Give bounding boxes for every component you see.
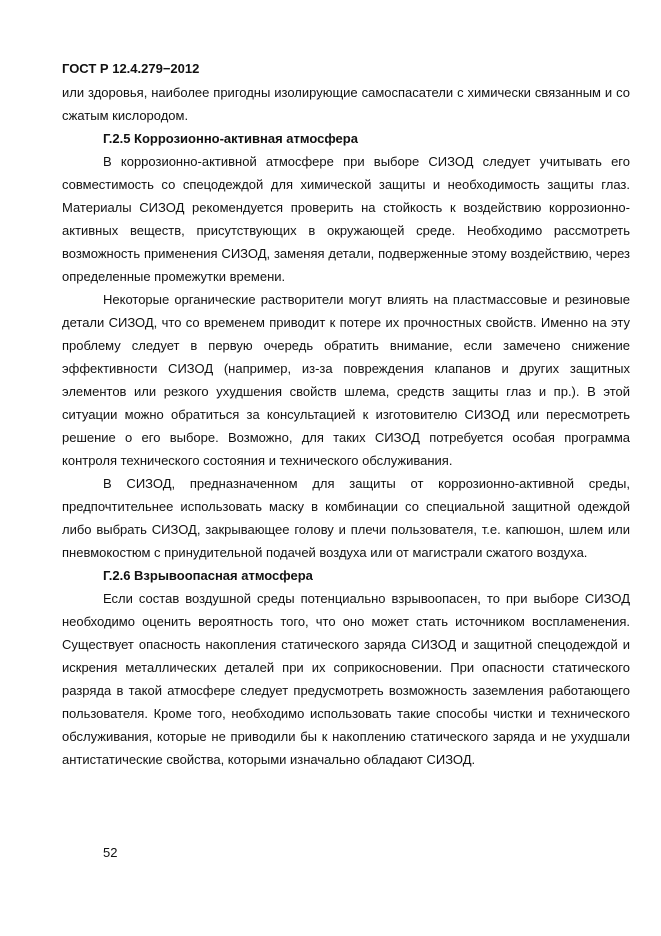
document-header: ГОСТ Р 12.4.279−2012 <box>62 61 200 76</box>
paragraph-g26-1: Если состав воздушной среды потенциально взрывоопасен, то при выборе СИЗОД необходимо оценить вероятность того, что оно может стать источником воспламенения. Существует опасность накопления статического заряда СИЗОД и защитной спецодеждой и искрения металлических деталей при их соприкосновении. При опасности статического разряда в такой атмосфере следует предусмотреть возможность заземления работающего пользователя. Кроме того, необходимо использовать такие способы чистки и технического обслуживания, которые не приводили бы к накоплению статического заряда и не ухудшали антистатические свойства, которыми изначально обладают СИЗОД. <box>62 591 630 767</box>
paragraph-g25-3: В СИЗОД, предназначенном для защиты от коррозионно-активной среды, предпочтительнее использовать маску в комбинации со специальной защитной одеждой либо выбрать СИЗОД, закрывающее голову и плечи пользователя, т.е. капюшон, шлем или пневмокостюм с принудительной подачей воздуха или от магистрали сжатого воздуха. <box>62 476 630 560</box>
section-heading-g25: Г.2.5 Коррозионно-активная атмосфера <box>103 131 358 146</box>
paragraph-g25-2: Некоторые органические растворители могут влиять на пластмассовые и резиновые детали СИЗОД, что со временем приводит к потере их прочностных свойств. Именно на эту проблему следует в первую очередь обратить внимание, если замечено снижение эффективности СИЗОД (например, из-за повреждения клапанов и других защитных элементов или резкого ухудшения свойств шлема, средств защиты глаз и пр.). В этой ситуации можно обратиться за консультацией к изготовителю СИЗОД или пересмотреть решение о его выборе. Возможно, для таких СИЗОД потребуется особая программа контроля технического состояния и технического обслуживания. <box>62 292 630 468</box>
section-heading-g26: Г.2.6 Взрывоопасная атмосфера <box>103 568 313 583</box>
paragraph-intro: или здоровья, наиболее пригодны изолирующие самоспасатели с химически связанным и со сжатым кислородом. <box>62 85 630 123</box>
page-number: 52 <box>103 845 118 860</box>
paragraph-g25-1: В коррозионно-активной атмосфере при выборе СИЗОД следует учитывать его совместимость со спецодеждой для химической защиты и необходимость защиты глаз. Материалы СИЗОД рекомендуется проверить на стойкость к воздействию коррозионно-активных веществ, присутствующих в окружающей среде. Необходимо рассмотреть возможность применения СИЗОД, заменяя детали, подверженные этому воздействию, через определенные промежутки времени. <box>62 154 630 284</box>
document-body <box>62 81 630 771</box>
